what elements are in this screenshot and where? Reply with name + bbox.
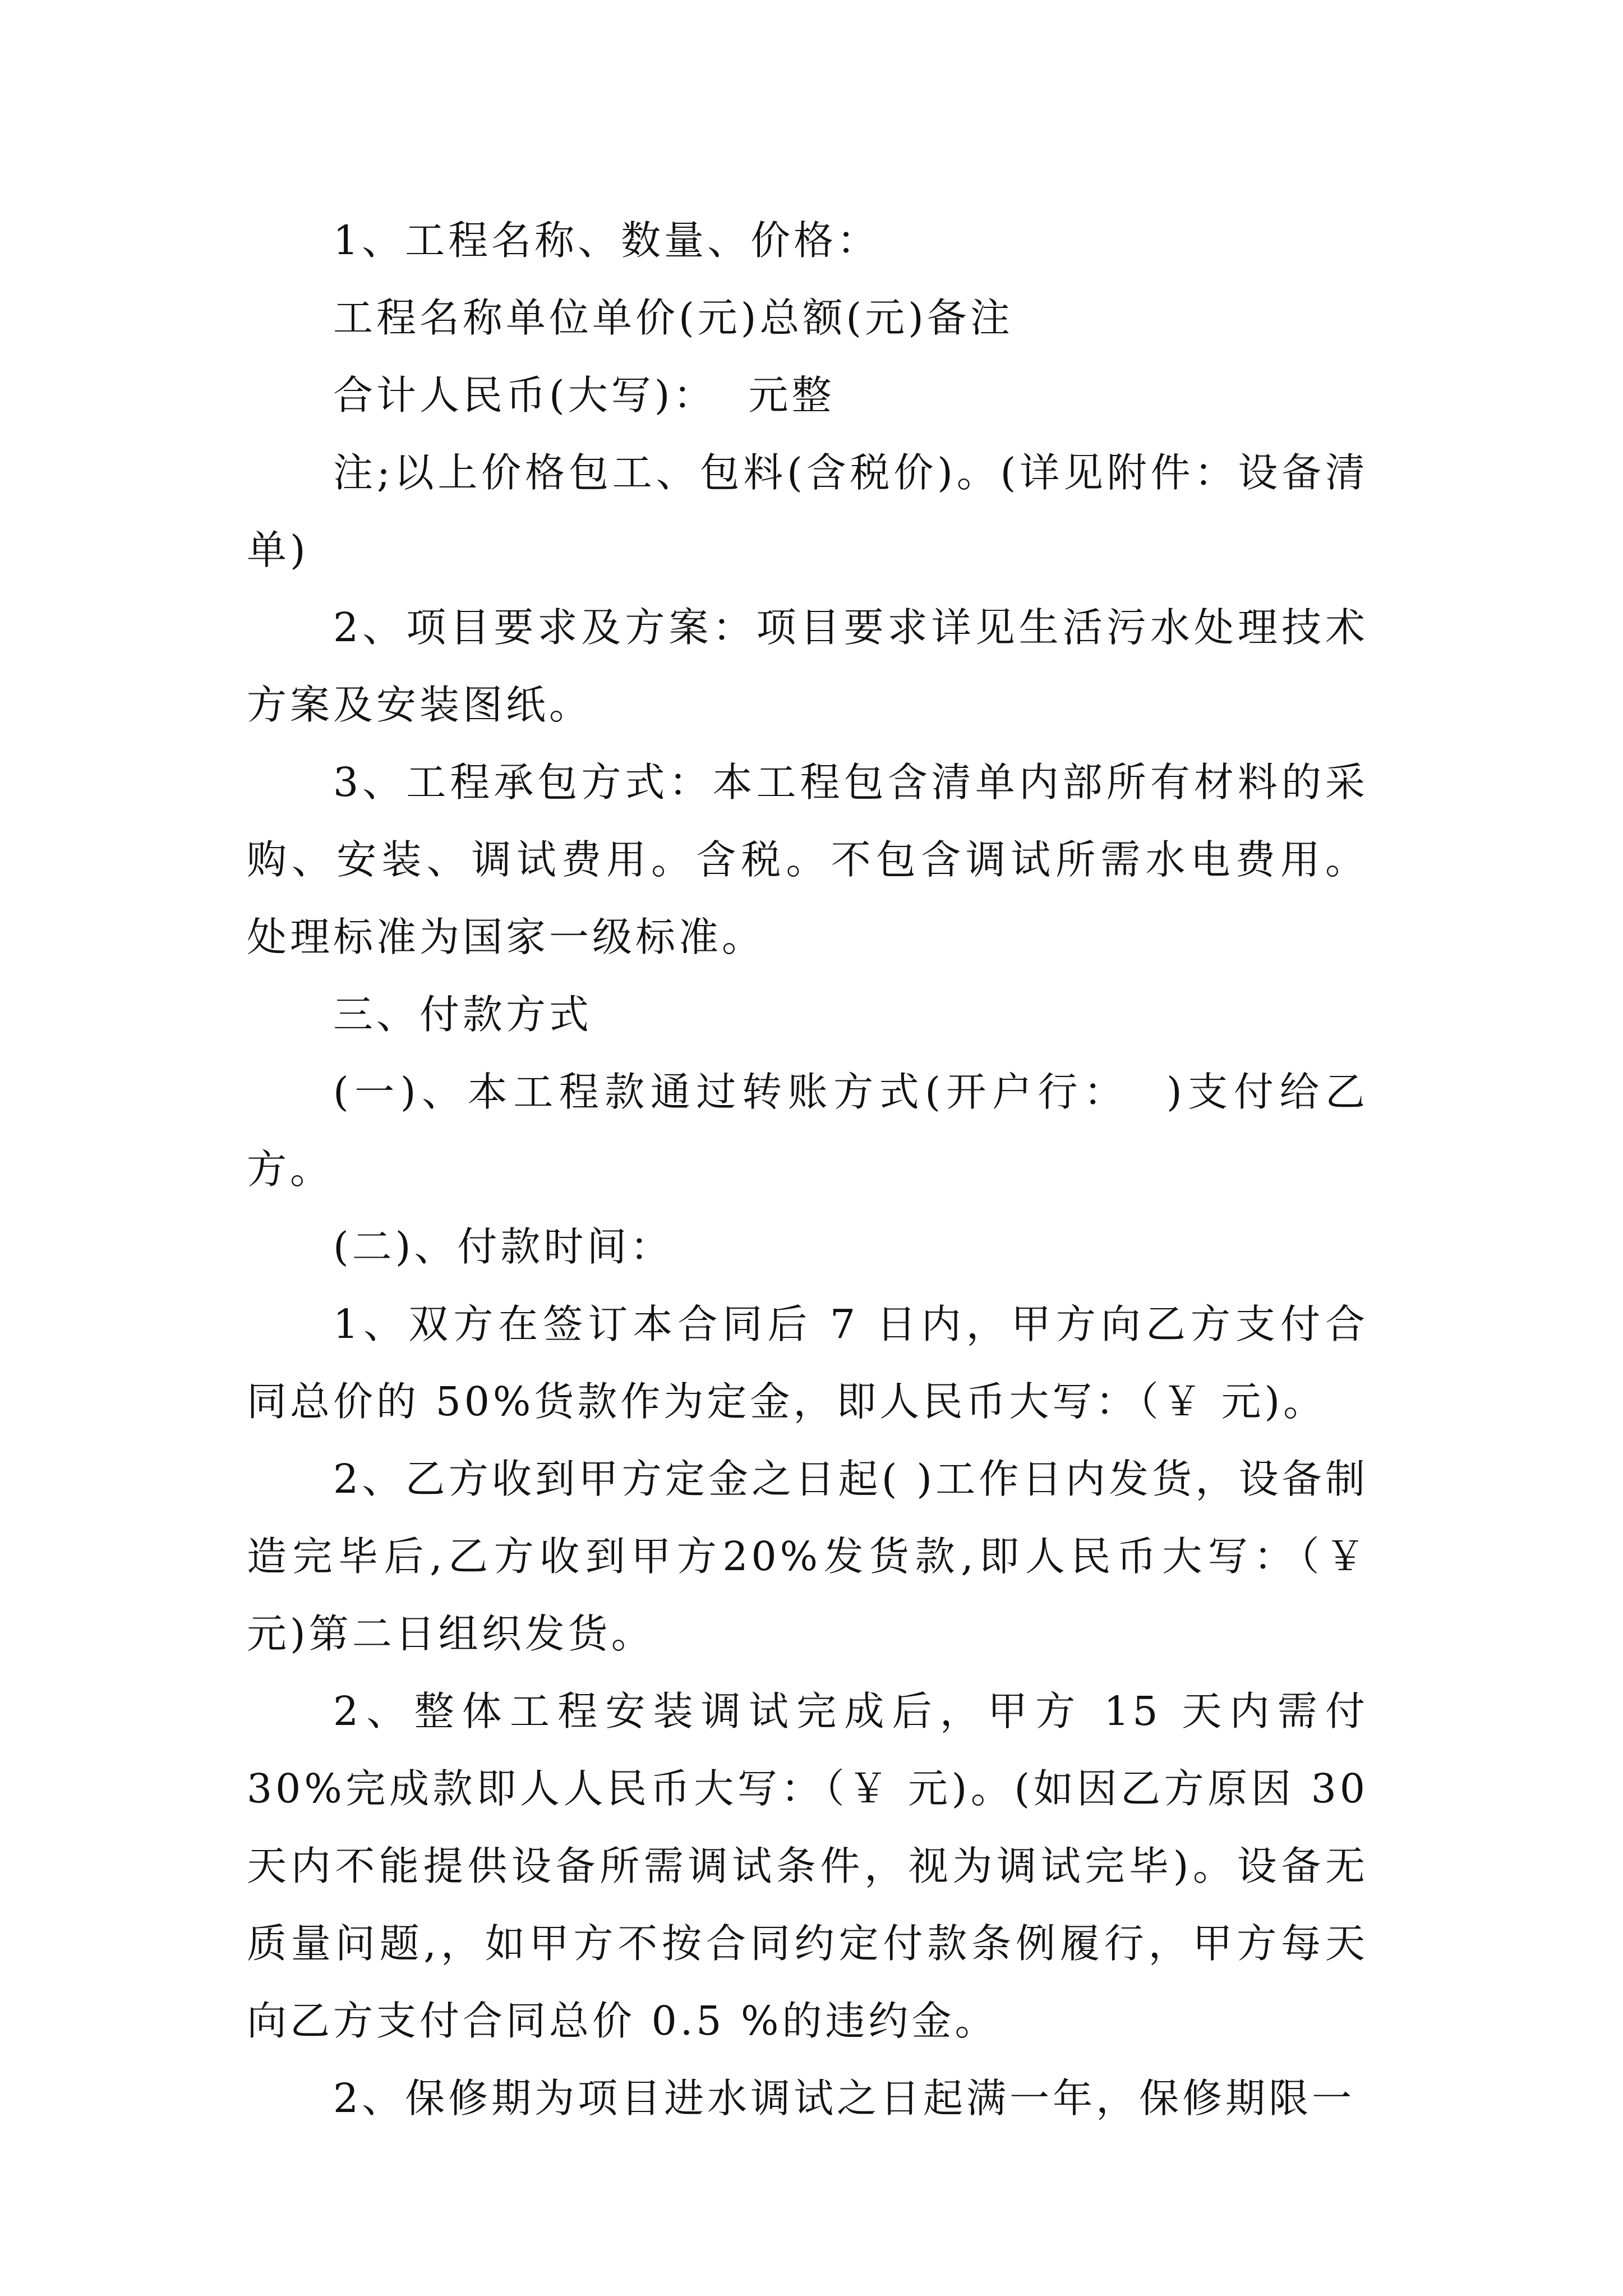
paragraph-table-header: 工程名称单位单价(元)总额(元)备注 — [333, 295, 1013, 341]
paragraph-project-requirements: 2、项目要求及方案：项目要求详见生活污水处理技术方案及安装图纸。 — [247, 604, 1368, 728]
paragraph-price-note: 注;以上价格包工、包料(含税价)。(详见附件：设备清单) — [247, 449, 1368, 573]
paragraph-total-amount: 合计人民币(大写)： 元整 — [333, 372, 835, 418]
paragraph-deposit: 1、双方在签订本合同后 7 日内，甲方向乙方支付合同总价的 50%货款作为定金，即人民币大写：（￥ 元)。 — [247, 1301, 1368, 1425]
paragraph-warranty: 2、保修期为项目进水调试之日起满一年，保修期限一 — [333, 2075, 1355, 2122]
paragraph-shipment-payment: 2、乙方收到甲方定金之日起( )工作日内发货，设备制造完毕后,乙方收到甲方20%发货款,即人民币大写：（￥ 元)第二日组织发货。 — [247, 1456, 1385, 1657]
document-body — [247, 202, 1385, 2137]
paragraph-payment-heading: 三、付款方式 — [333, 991, 593, 1038]
paragraph-contract-method: 3、工程承包方式：本工程包含清单内部所有材料的采购、安装、调试费用。含税。不包含调试所需水电费用。处理标准为国家一级标准。 — [247, 759, 1368, 960]
paragraph-completion-payment: 2、整体工程安装调试完成后，甲方 15 天内需付 30%完成款即人人民币大写：（￥ 元)。(如因乙方原因 30 天内不能提供设备所需调试条件，视为调试完毕)。设备无质量问题,，如甲方不按合同约定付款条例履行，甲方每天向乙方支付合同总价 0.5 %的违约金。 — [247, 1688, 1385, 2044]
paragraph-payment-time-heading: (二)、付款时间： — [333, 1223, 674, 1270]
paragraph-transfer-method: (一)、本工程款通过转账方式(开户行： )支付给乙方。 — [247, 1069, 1368, 1193]
paragraph-project-name-heading: 1、工程名称、数量、价格： — [333, 217, 880, 264]
